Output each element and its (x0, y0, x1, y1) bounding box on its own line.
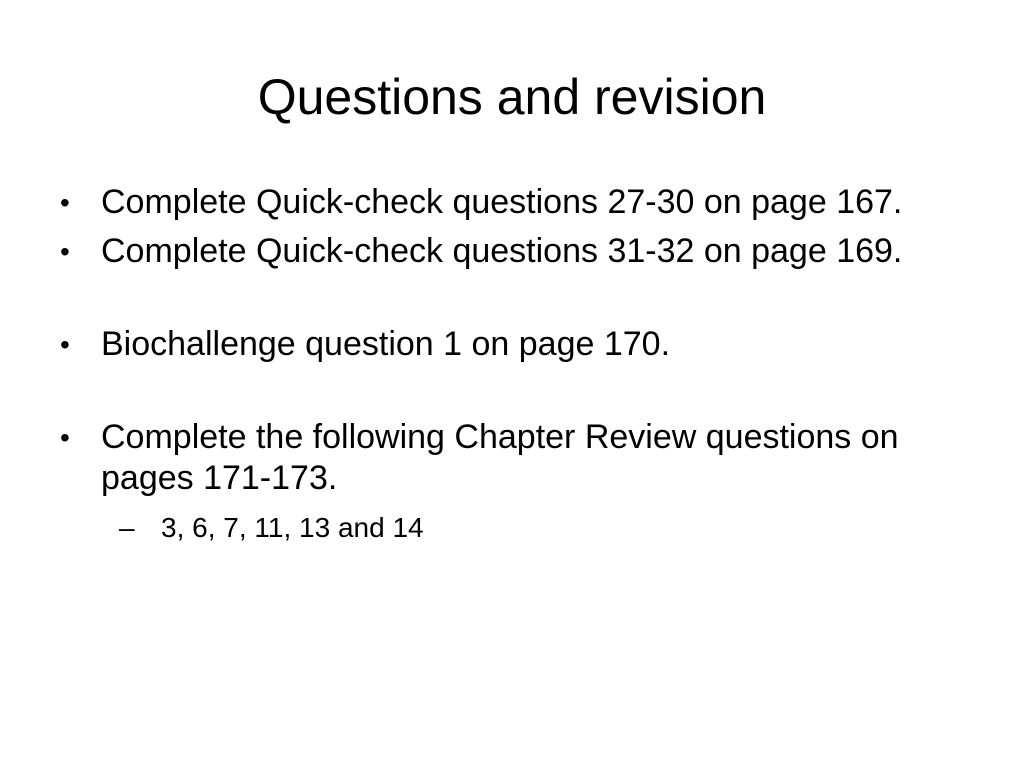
bullet-item (56, 417, 986, 545)
bullet-text: Complete Quick-check questions 31-32 on page 169. (101, 232, 903, 270)
bullet-item (56, 182, 986, 223)
bullet-item (56, 231, 986, 272)
bullet-item (56, 324, 986, 365)
bullet-marker: • (60, 329, 70, 360)
bullet-text: Complete Quick-check questions 27-30 on page 167. (101, 183, 903, 221)
bullet-text: Biochallenge question 1 on page 170. (101, 325, 671, 363)
sub-bullet-text: 3, 6, 7, 11, 13 and 14 (161, 512, 424, 543)
sub-bullet-marker: – (119, 512, 135, 543)
bullet-list (56, 182, 986, 545)
sub-bullet-item (119, 511, 986, 545)
bullet-marker: • (60, 236, 70, 267)
slide-title: Questions and revision (257, 69, 767, 125)
bullet-marker: • (60, 187, 70, 218)
bullet-marker: • (60, 422, 70, 453)
bullet-text: Complete the following Chapter Review questions on pages 171-173. (101, 418, 899, 497)
